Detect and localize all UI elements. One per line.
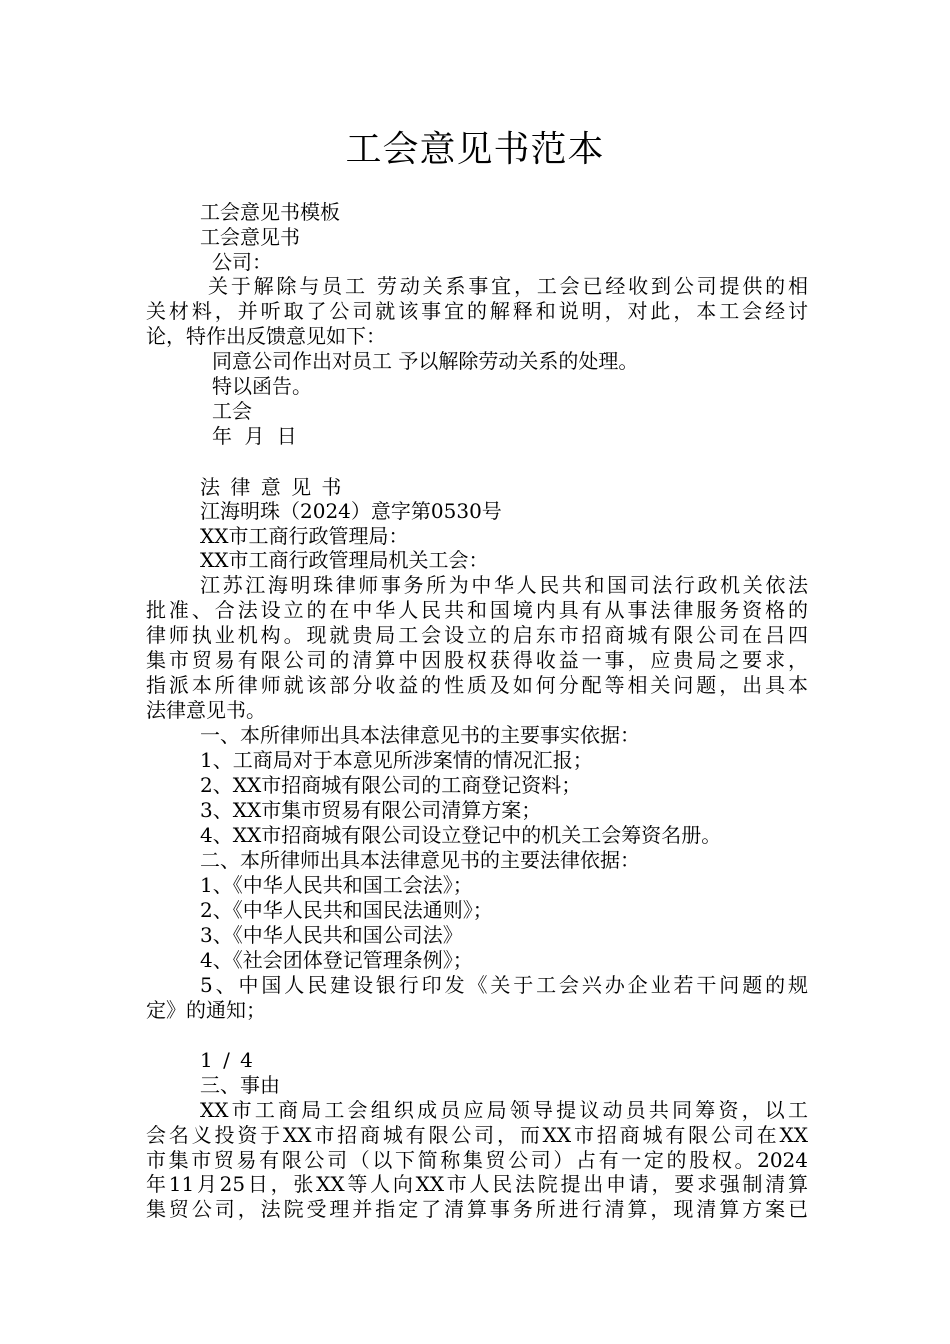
- legal-opinion-heading: 法 律 意 见 书: [200, 475, 342, 499]
- paragraph-line: 批准、合法设立的在中华人民共和国境内具有从事法律服务资格的: [146, 598, 808, 622]
- paragraph-line: 律师执业机构。现就贵局工会设立的启东市招商城有限公司在吕四: [146, 623, 808, 647]
- list-item: 3、《中华人民共和国公司法》: [200, 923, 463, 947]
- paragraph-line: 集市贸易有限公司的清算中因股权获得收益一事，应贵局之要求，: [146, 648, 808, 672]
- paragraph-line: 论，特作出反馈意见如下：: [146, 324, 386, 348]
- paragraph-line: 关于解除与员工 劳动关系事宜，工会已经收到公司提供的相: [208, 274, 808, 298]
- document-number: 江海明珠（2024）意字第0530号: [200, 499, 502, 523]
- list-item: 3、XX市集市贸易有限公司清算方案；: [200, 798, 542, 822]
- list-item: 5、中国人民建设银行印发《关于工会兴办企业若干问题的规: [200, 973, 808, 997]
- closing-text: 特以函告。: [212, 374, 312, 398]
- addressee-bureau: XX市工商行政管理局：: [200, 524, 409, 548]
- paragraph-line: 法律意见书。: [146, 698, 266, 722]
- document-title: 工会意见书范本: [345, 129, 605, 170]
- list-item: 1、工商局对于本意见所涉案情的情况汇报；: [200, 748, 593, 772]
- paragraph-line: 会名义投资于XX市招商城有限公司，而XX市招商城有限公司在XX: [146, 1123, 808, 1147]
- list-item: 2、XX市招商城有限公司的工商登记资料；: [200, 773, 582, 797]
- section-heading: 三、事由: [200, 1073, 280, 1097]
- paragraph-line: 集贸公司，法院受理并指定了清算事务所进行清算，现清算方案已: [146, 1197, 808, 1221]
- list-item: 4、《社会团体登记管理条例》；: [200, 948, 473, 972]
- section-heading: 一、本所律师出具本法律意见书的主要事实依据：: [200, 723, 640, 747]
- list-item: 定》的通知；: [146, 998, 266, 1022]
- paragraph-line: 市集市贸易有限公司（以下简称集贸公司）占有一定的股权。2024: [146, 1148, 808, 1172]
- paragraph-line: 指派本所律师就该部分收益的性质及如何分配等相关问题，出具本: [146, 673, 808, 697]
- paragraph-line: XX市工商局工会组织成员应局领导提议动员共同筹资，以工: [200, 1098, 808, 1122]
- paragraph-line: 同意公司作出对员工 予以解除劳动关系的处理。: [212, 349, 639, 373]
- signature-union: 工会: [212, 399, 252, 423]
- template-heading: 工会意见书模板: [200, 200, 340, 224]
- list-item: 2、《中华人民共和国民法通则》；: [200, 898, 493, 922]
- signature-date: 年 月 日: [212, 424, 297, 448]
- list-item: 4、XX市招商城有限公司设立登记中的机关工会筹资名册。: [200, 823, 722, 847]
- paragraph-line: 江苏江海明珠律师事务所为中华人民共和国司法行政机关依法: [200, 573, 808, 597]
- section-heading: 二、本所律师出具本法律意见书的主要法律依据：: [200, 848, 640, 872]
- addressee-company: 公司：: [212, 250, 272, 274]
- paragraph-line: 年11月25日，张XX等人向XX市人民法院提出申请，要求强制清算: [146, 1172, 808, 1196]
- list-item: 1、《中华人民共和国工会法》；: [200, 873, 473, 897]
- page-number: 1 / 4: [200, 1048, 253, 1072]
- opinion-heading: 工会意见书: [200, 225, 300, 249]
- addressee-union: XX市工商行政管理局机关工会：: [200, 548, 489, 572]
- paragraph-line: 关材料，并听取了公司就该事宜的解释和说明，对此，本工会经讨: [146, 299, 808, 323]
